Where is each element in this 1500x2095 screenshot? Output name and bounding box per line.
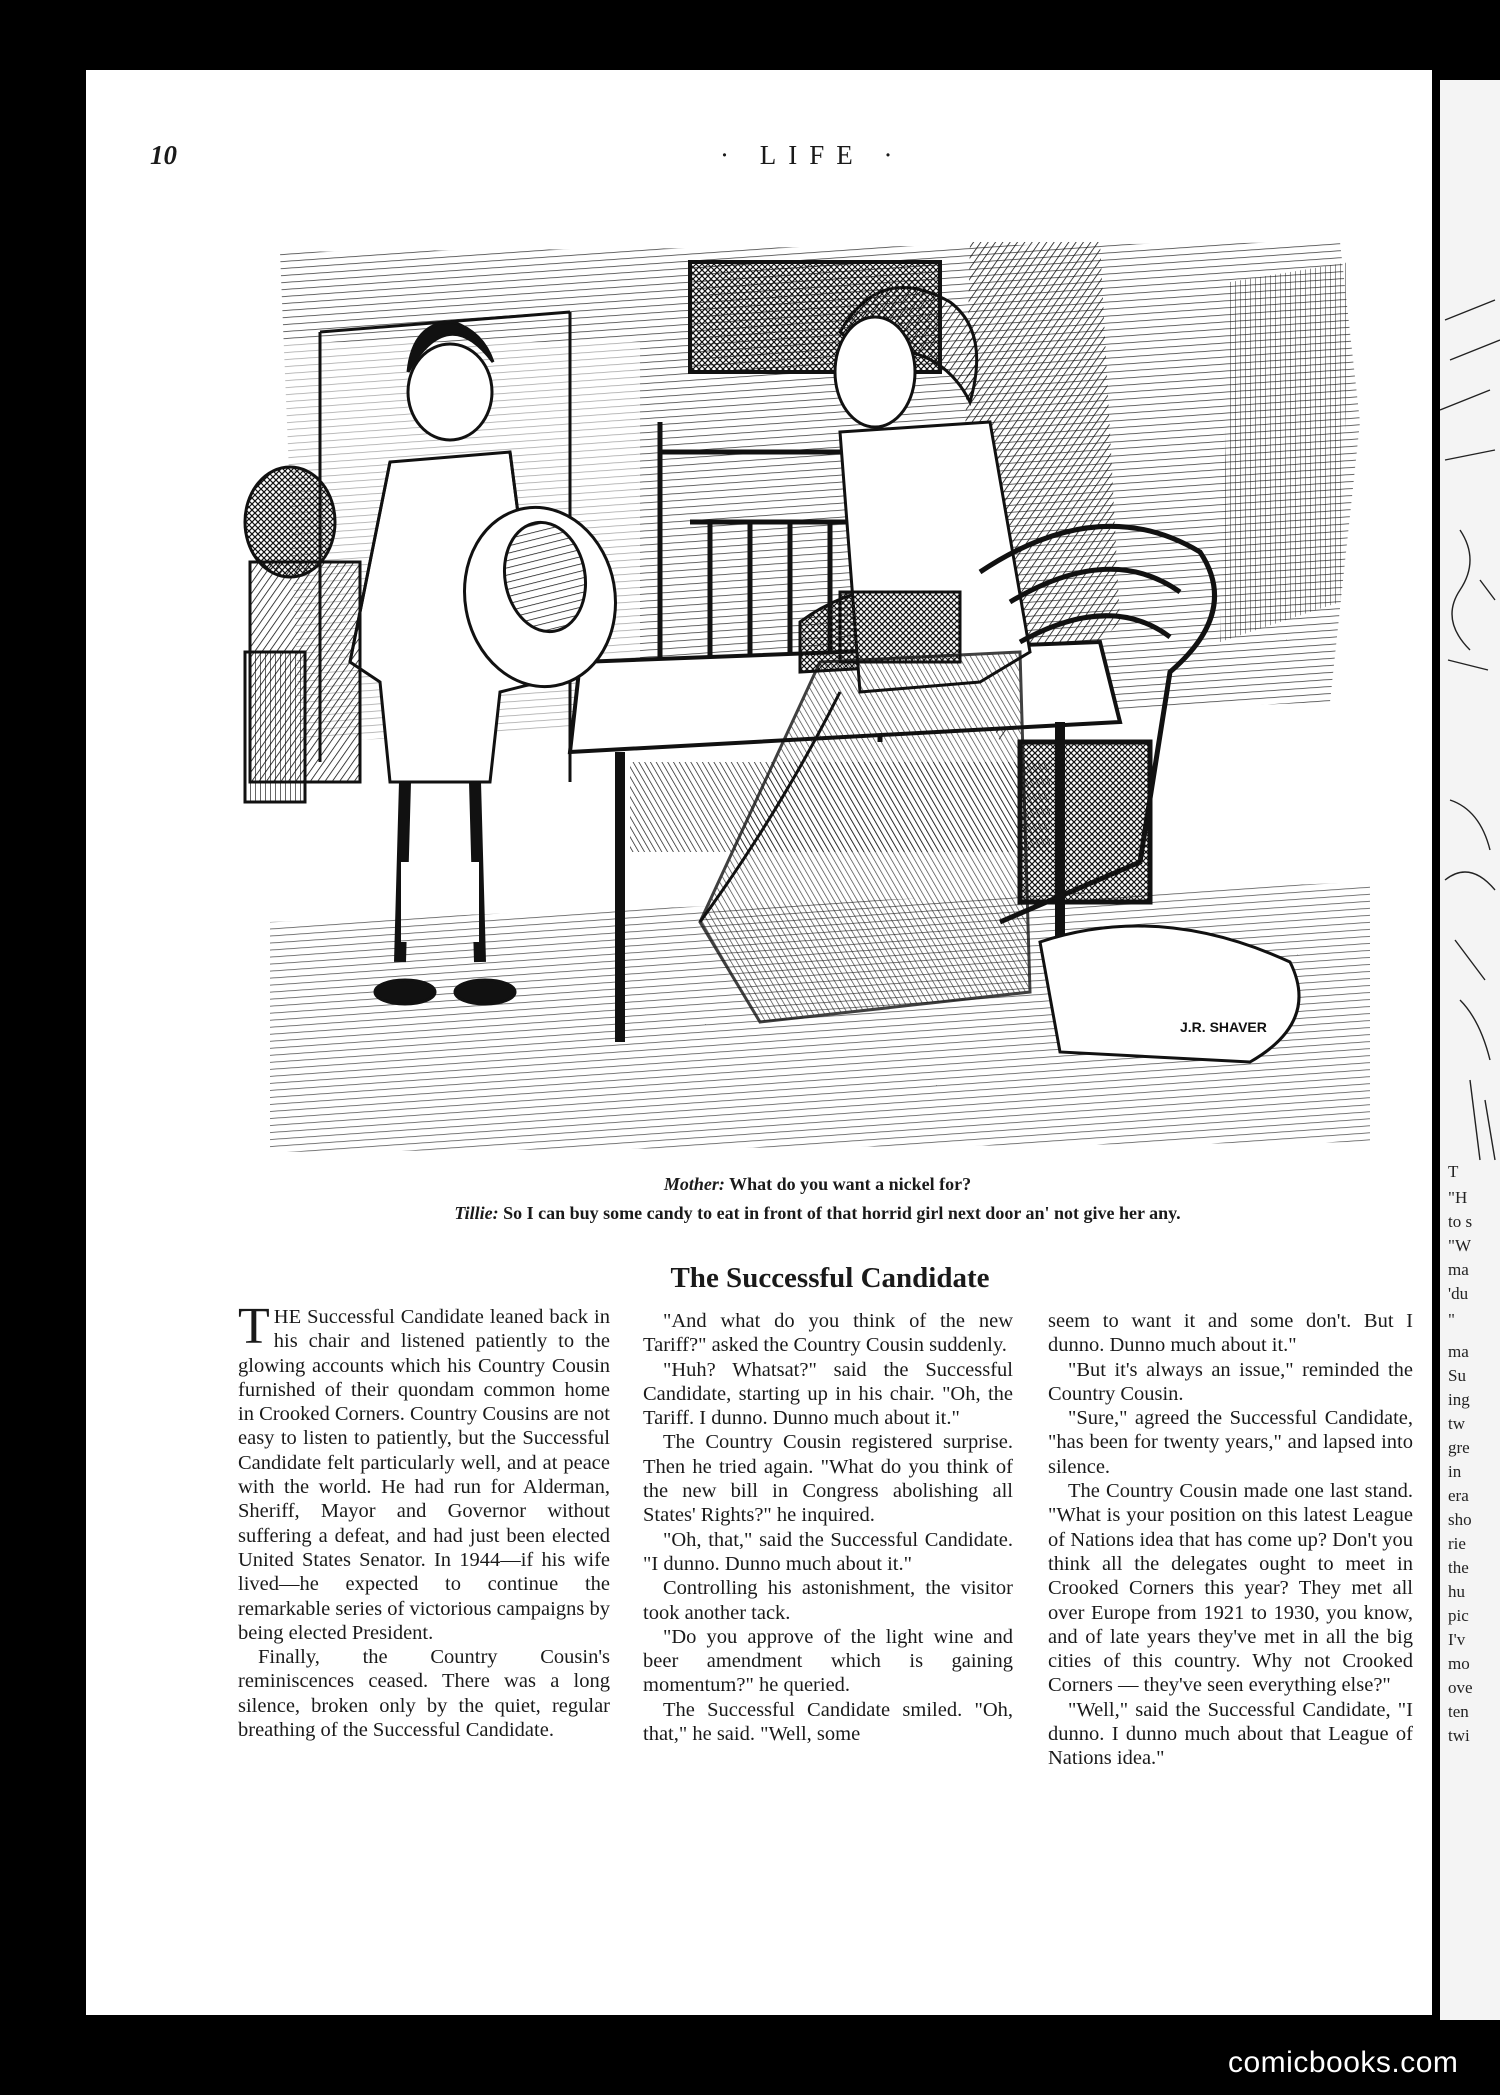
adjacent-page-text-fragment: twi (1448, 1726, 1470, 1745)
adjacent-page-text-fragment: ove (1448, 1678, 1473, 1697)
article-paragraph-continuation: seem to want it and some don't. But I dunno. Dunno much about it." (1048, 1310, 1413, 1357)
adjacent-page-text-fragment: 'du (1448, 1284, 1469, 1303)
adjacent-page-illustration-fragment (1440, 280, 1500, 1180)
adjacent-page-text-fragment: ing (1448, 1390, 1470, 1409)
adjacent-page-text-fragment: in (1448, 1462, 1462, 1481)
magazine-masthead: · LIFE · (720, 140, 905, 170)
adjacent-page-text-fragment: mo (1448, 1654, 1470, 1673)
adjacent-page-text-fragment: gre (1448, 1438, 1470, 1457)
adjacent-page-text-fragment: ten (1448, 1702, 1469, 1721)
adjacent-page-text-fragment: era (1448, 1486, 1469, 1505)
adjacent-page-text-fragment: " (1448, 1310, 1455, 1329)
article-paragraph: The Successful Candidate smiled. "Oh, that," he said. "Well, some (643, 1698, 1013, 1746)
window-curtain (1220, 262, 1350, 642)
adjacent-page-text-fragment: Su (1448, 1366, 1466, 1385)
adjacent-page-text-fragment: to s (1448, 1212, 1473, 1231)
adjacent-page-text-fragment: the (1448, 1558, 1469, 1577)
article-column-2 (643, 1309, 1013, 1746)
adjacent-page-text-fragment: rie (1448, 1534, 1466, 1553)
adjacent-page-text-fragment: "H (1448, 1188, 1468, 1207)
article-paragraph: THE Successful Candidate leaned back in his chair and listened patiently to the glowing accounts which his Country Cousin furnished of their quondam common home in Crooked Corners. Country Cousins are not easy to listen to patiently, but the Successful Candidate felt particularly well, and at peace with the world. He had run for Alderman, Sheriff, Mayor and Governor without suffering a defeat, and had just been elected United States Senator. In 1944—if his wife lived—he expected to continue the remarkable series of victorious campaigns by being elected President. (238, 1298, 610, 1644)
article-paragraph: "Well," said the Successful Candidate, "I dunno. I dunno much about that League of Nations idea." (1048, 1698, 1413, 1770)
caption-line-tillie (240, 1203, 1395, 1224)
article-paragraph: "Huh? Whatsat?" said the Successful Candidate, starting up in his chair. "Oh, the Tariff. I dunno. Dunno much about it." (643, 1358, 1013, 1430)
caption-text: What do you want a nickel for? (724, 1174, 972, 1194)
adjacent-page-text-fragment: I'v (1448, 1630, 1466, 1649)
adjacent-page-text-fragment: hu (1448, 1582, 1465, 1601)
article-paragraph: The Country Cousin made one last stand. "What is your position on this latest League of Nations idea that has come up? Don't you think all the delegates ought to meet in Crooked Corners this year? They met all over Europe from 1921 to 1930, you know, and of late years they've met in all the big cities of this country. Why not Crooked Corners — they've seen everything else?" (1048, 1480, 1413, 1697)
adjacent-page-text-fragment: ma (1448, 1260, 1469, 1279)
article-paragraph: Finally, the Country Cousin's reminiscences ceased. There was a long silence, broken only by the quiet, regular breathing of the Successful Candidate. (238, 1646, 610, 1742)
article-paragraph: "And what do you think of the new Tariff?" asked the Country Cousin suddenly. (643, 1310, 1013, 1357)
adjacent-page-text-fragment: T (1448, 1162, 1459, 1181)
adjacent-page-text-fragment: sho (1448, 1510, 1472, 1529)
article-column-1 (238, 1298, 610, 1742)
drop-cap: T (238, 1298, 270, 1355)
adjacent-page-edge (1440, 80, 1500, 2020)
caption-speaker: Mother: (663, 1174, 725, 1194)
caption-speaker: Tillie: (454, 1203, 499, 1223)
article-paragraph: The Country Cousin registered surprise. Then he tried again. "What do you think of the new bill in Congress abolishing all States' Rights?" he inquired. (643, 1431, 1013, 1527)
floor (270, 882, 1370, 1152)
caption-text: So I can buy some candy to eat in front of that horrid girl next door an' not give her any. (498, 1203, 1181, 1223)
caption-line-mother (240, 1174, 1395, 1195)
article-paragraph: "Oh, that," said the Successful Candidate. "I dunno. Dunno much about it." (643, 1528, 1013, 1575)
article-paragraph: "Do you approve of the light wine and beer amendment which is gaining momentum?" he queried. (643, 1625, 1013, 1697)
adjacent-page-text-fragment: pic (1448, 1606, 1469, 1625)
article-paragraph: "But it's always an issue," reminded the Country Cousin. (1048, 1358, 1413, 1405)
article-column-3 (1048, 1309, 1413, 1771)
article-paragraph: "Sure," agreed the Successful Candidate, "has been for twenty years," and lapsed into silence. (1048, 1407, 1413, 1478)
article-title: The Successful Candidate (670, 1262, 990, 1294)
adjacent-page-text-fragment: "W (1448, 1236, 1471, 1255)
artist-signature: J.R. SHAVER (1180, 1019, 1267, 1035)
page-number: 10 (150, 140, 177, 170)
site-watermark: comicbooks.com (1228, 2046, 1459, 2079)
adjacent-page-text-fragment: tw (1448, 1414, 1465, 1433)
adjacent-page-text-fragment: ma (1448, 1342, 1469, 1361)
article-paragraph: Controlling his astonishment, the visitor took another tack. (643, 1577, 1013, 1624)
cartoon-illustration (240, 222, 1395, 1160)
